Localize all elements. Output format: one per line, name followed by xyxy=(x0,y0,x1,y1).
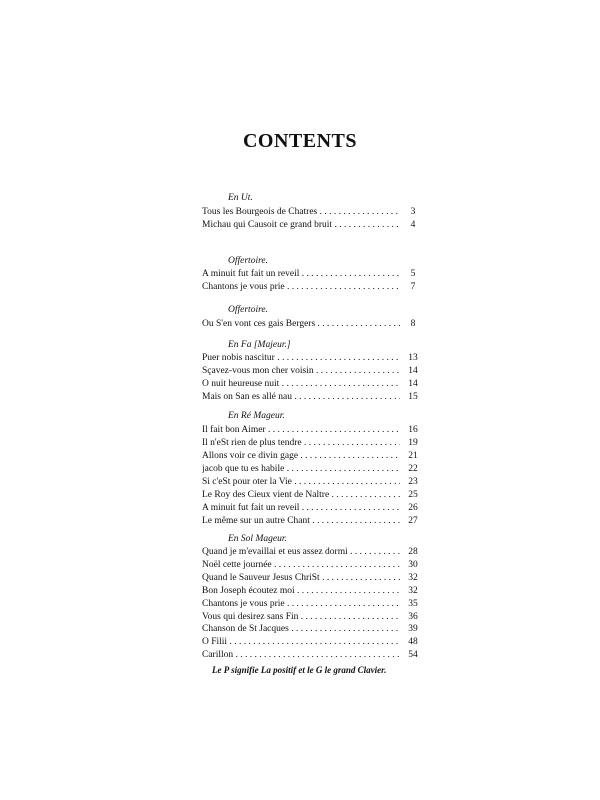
toc-entry-title: A minuit fut fait un reveil . . . xyxy=(202,268,400,280)
toc-entry-title: Mais on San es allé nau . . . xyxy=(202,391,400,403)
toc-entry-page-number: 26 xyxy=(402,502,424,514)
toc-entry-title: Il n'eSt rien de plus tendre . . . xyxy=(202,437,400,449)
toc-entry-page-number: 5 xyxy=(402,268,424,280)
toc-entry-title: jacob que tu es habile . . . xyxy=(202,463,400,475)
section-heading: En Fa [Majeur.] xyxy=(228,340,291,350)
toc-entry-page-number: 28 xyxy=(402,546,424,558)
toc-entry-page-number: 32 xyxy=(402,585,424,597)
toc-entry-page-number: 14 xyxy=(402,365,424,377)
toc-entry-page-number: 8 xyxy=(402,318,424,330)
toc-entry-title: Bon Joseph écoutez moi . . . xyxy=(202,585,400,597)
toc-entry-page-number: 25 xyxy=(402,489,424,501)
toc-entry-title: Tous les Bourgeois de Chatres . . . xyxy=(202,206,400,218)
toc-entry-page-number: 19 xyxy=(402,437,424,449)
toc-entry-title: Il fait bon Aimer . . . xyxy=(202,424,400,436)
toc-entry-page-number: 36 xyxy=(402,611,424,623)
section-heading: Offertoire. xyxy=(228,305,269,315)
toc-entry-page-number: 54 xyxy=(402,649,424,661)
toc-entry-title: Le même sur un autre Chant . . . xyxy=(202,515,400,527)
toc-entry-title: Chanson de St Jacques . . . xyxy=(202,623,400,635)
toc-entry-page-number: 48 xyxy=(402,636,424,648)
toc-entry-page-number: 15 xyxy=(402,391,424,403)
section-heading: En Ut. xyxy=(228,193,253,203)
page-title: CONTENTS xyxy=(242,130,358,152)
toc-entry-page-number: 22 xyxy=(402,463,424,475)
toc-entry-page-number: 32 xyxy=(402,572,424,584)
toc-entry-title: Carillon . . . xyxy=(202,649,400,661)
toc-entry-page-number: 27 xyxy=(402,515,424,527)
toc-entry-page-number: 21 xyxy=(402,450,424,462)
toc-entry-page-number: 4 xyxy=(402,219,424,231)
section-heading: En Ré Mageur. xyxy=(228,411,285,421)
toc-entry-title: Quand je m'evaillai et eus assez dormi . . . xyxy=(202,546,400,558)
toc-entry-title: Sçavez-vous mon cher voisin . . . xyxy=(202,365,400,377)
toc-entry-title: Michau qui Causoit ce grand bruit . . . xyxy=(202,219,400,231)
toc-entry-page-number: 35 xyxy=(402,598,424,610)
toc-entry-page-number: 13 xyxy=(402,352,424,364)
toc-entry-title: Allons voir ce divin gage . . . xyxy=(202,450,400,462)
toc-entry-title: Si c'eSt pour oter la Vie . . . xyxy=(202,476,400,488)
toc-entry-title: A minuit fut fait un reveil . . . xyxy=(202,502,400,514)
toc-entry-page-number: 16 xyxy=(402,424,424,436)
footnote: Le P signifie La positif et le G le grand Clavier. xyxy=(212,665,387,675)
toc-entry-title: Puer nobis nascitur . . . xyxy=(202,352,400,364)
toc-entry-page-number: 23 xyxy=(402,476,424,488)
toc-entry-page-number: 14 xyxy=(402,378,424,390)
toc-entry-title: Quand le Sauveur Jesus ChriSt . . . xyxy=(202,572,400,584)
toc-entry-title: Noël cette journée . . . xyxy=(202,559,400,571)
toc-entry-title: Chantons je vous prie . . . xyxy=(202,598,400,610)
toc-entry-page-number: 39 xyxy=(402,623,424,635)
toc-entry-title: Vous qui desirez sans Fin . . . xyxy=(202,611,400,623)
toc-entry-page-number: 30 xyxy=(402,559,424,571)
toc-entry-title: Le Roy des Cieux vient de Naltre . . . xyxy=(202,489,400,501)
toc-entry-title: O nuit heureuse nuit . . . xyxy=(202,378,400,390)
toc-entry-title: O Filii . . . xyxy=(202,636,400,648)
toc-entry-title: Ou S'en vont ces gais Bergers . . . xyxy=(202,318,400,330)
section-heading: En Sol Mageur. xyxy=(228,534,287,544)
section-heading: Offertoire. xyxy=(228,256,269,266)
toc-entry-page-number: 7 xyxy=(402,281,424,293)
toc-entry-title: Chantons je vous prie . . . xyxy=(202,281,400,293)
toc-entry-page-number: 3 xyxy=(402,206,424,218)
